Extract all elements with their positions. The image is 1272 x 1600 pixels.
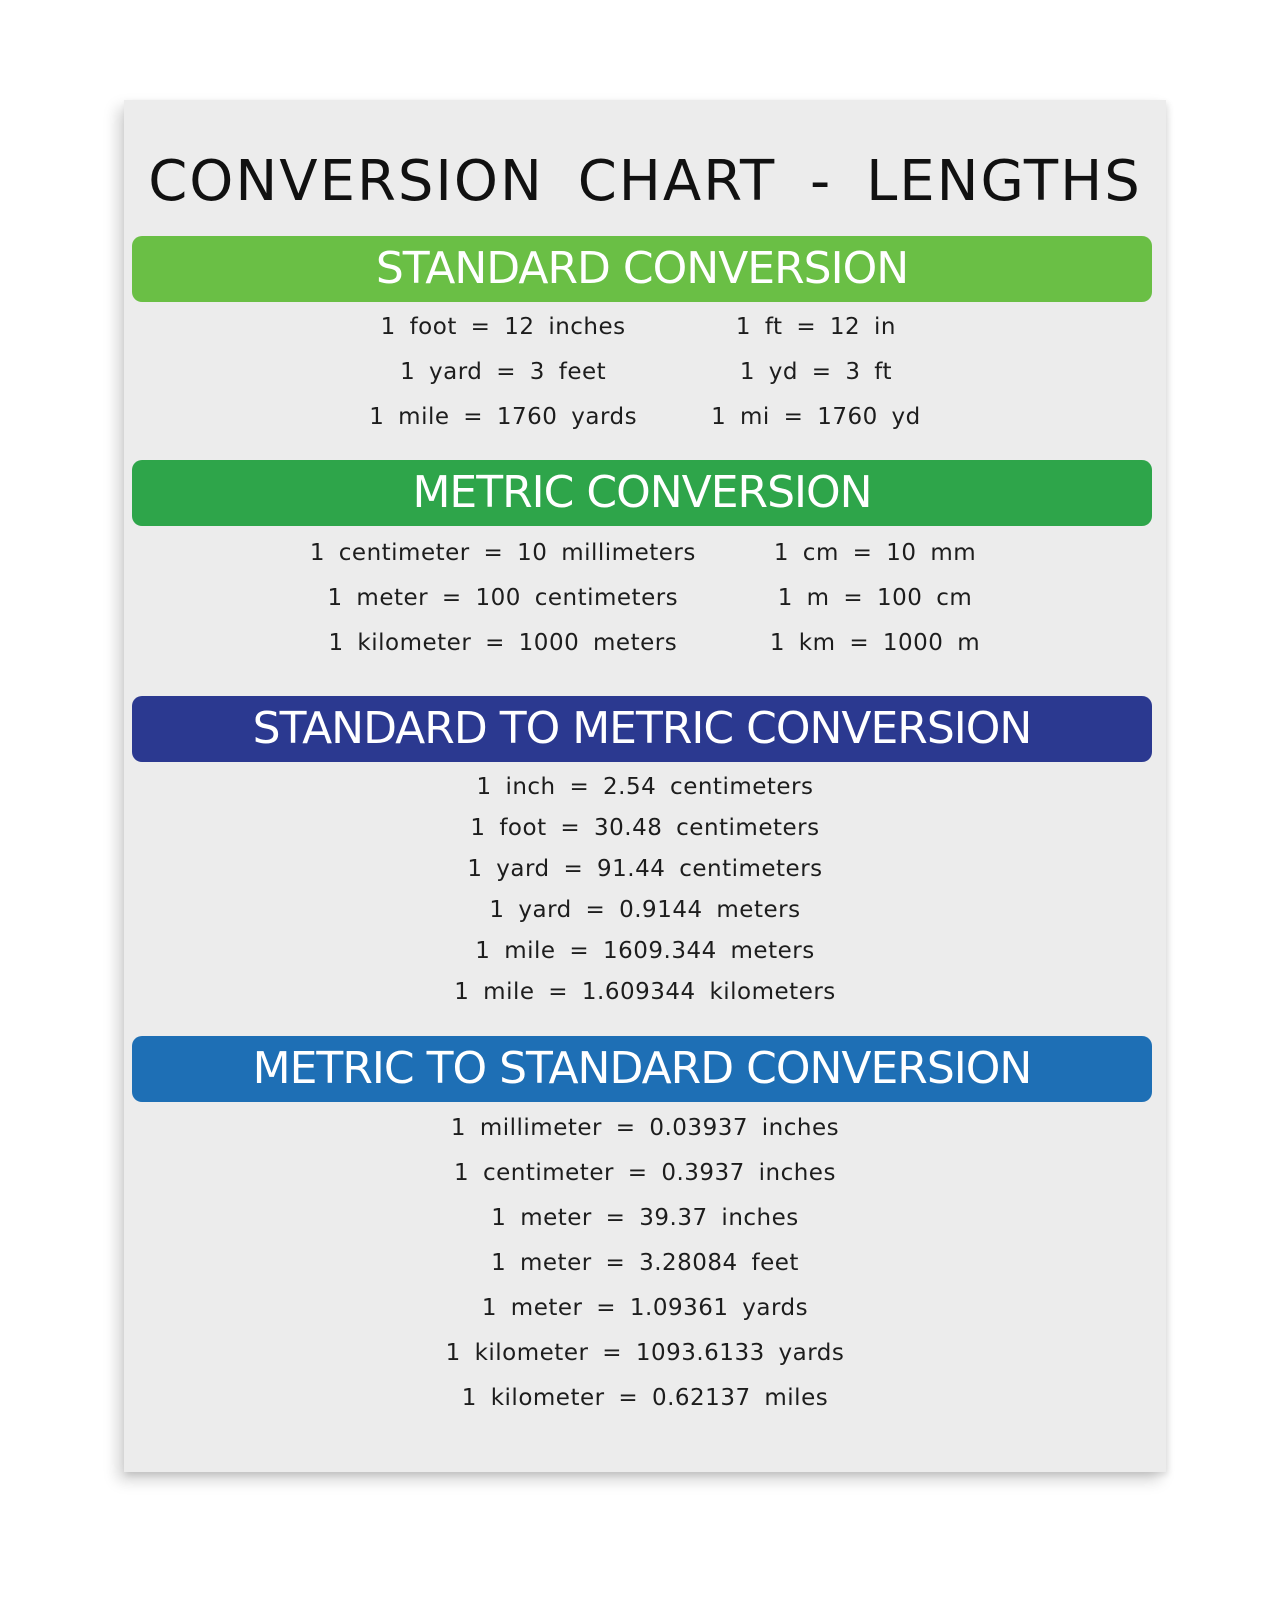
- conversion-row: 1 km = 1000 m: [769, 630, 981, 656]
- conversion-row: 1 centimeter = 0.3937 inches: [454, 1160, 836, 1186]
- conversion-row: 1 foot = 30.48 centimeters: [470, 815, 820, 841]
- conversion-row: 1 meter = 1.09361 yards: [481, 1295, 809, 1321]
- conversion-row: 1 centimeter = 10 millimeters: [309, 540, 696, 566]
- conversion-row: 1 yd = 3 ft: [739, 359, 893, 385]
- conversion-row: 1 meter = 3.28084 feet: [491, 1250, 799, 1276]
- standard-to-metric-heading: STANDARD TO METRIC CONVERSION: [132, 696, 1152, 762]
- conversion-row: 1 m = 100 cm: [777, 585, 973, 611]
- conversion-row: 1 yard = 3 feet: [400, 359, 607, 385]
- conversion-poster: [124, 100, 1166, 1472]
- metric-conversion-long-column: [310, 540, 696, 675]
- metric-conversion-rows: [124, 540, 1166, 675]
- standard-to-metric-rows: [124, 774, 1166, 1020]
- conversion-row: 1 cm = 10 mm: [773, 540, 977, 566]
- conversion-row: 1 mile = 1.609344 kilometers: [454, 979, 836, 1005]
- metric-conversion-heading: METRIC CONVERSION: [132, 460, 1152, 526]
- standard-conversion-heading: STANDARD CONVERSION: [132, 236, 1152, 302]
- conversion-row: 1 yard = 91.44 centimeters: [467, 856, 823, 882]
- conversion-row: 1 mi = 1760 yd: [711, 404, 921, 430]
- conversion-row: 1 kilometer = 1000 meters: [328, 630, 678, 656]
- conversion-row: 1 yard = 0.9144 meters: [489, 897, 801, 923]
- standard-conversion-abbrev-column: [711, 314, 921, 449]
- conversion-row: 1 kilometer = 0.62137 miles: [461, 1385, 829, 1411]
- metric-to-standard-rows: [124, 1115, 1166, 1430]
- conversion-row: 1 mile = 1760 yards: [369, 404, 638, 430]
- conversion-row: 1 ft = 12 in: [735, 314, 896, 340]
- standard-conversion-rows: [124, 314, 1166, 449]
- standard-conversion-long-column: [369, 314, 637, 449]
- conversion-row: 1 kilometer = 1093.6133 yards: [445, 1340, 845, 1366]
- conversion-row: 1 mile = 1609.344 meters: [475, 938, 815, 964]
- conversion-row: 1 foot = 12 inches: [380, 314, 626, 340]
- conversion-row: 1 meter = 39.37 inches: [491, 1205, 799, 1231]
- conversion-row: 1 inch = 2.54 centimeters: [476, 774, 814, 800]
- poster-title: CONVERSION CHART - LENGTHS: [148, 149, 1142, 214]
- metric-conversion-abbrev-column: [770, 540, 980, 675]
- conversion-row: 1 meter = 100 centimeters: [327, 585, 679, 611]
- conversion-row: 1 millimeter = 0.03937 inches: [450, 1115, 840, 1141]
- metric-to-standard-heading: METRIC TO STANDARD CONVERSION: [132, 1036, 1152, 1102]
